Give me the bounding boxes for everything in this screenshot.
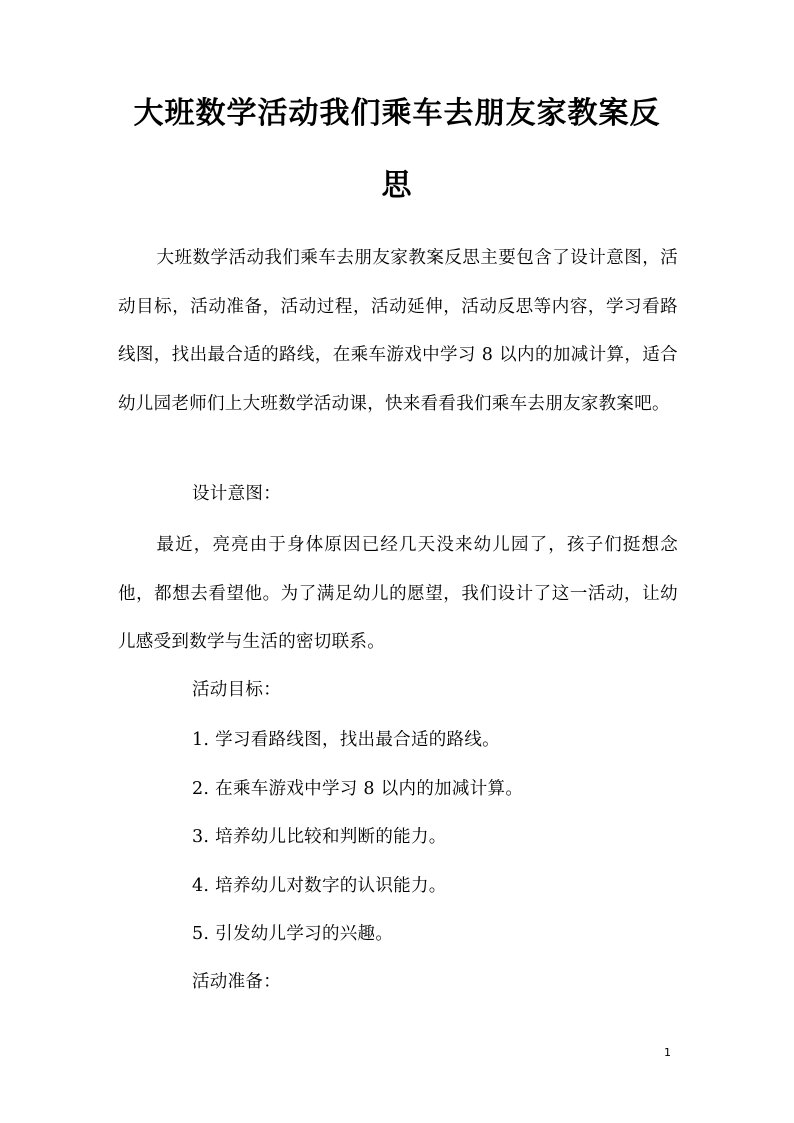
prep-heading: 活动准备：: [192, 972, 281, 992]
goal-item-4: 4. 培养幼儿对数字的认识能力。: [192, 876, 447, 896]
design-heading: 设计意图：: [192, 484, 281, 504]
design-paragraph: 最近，亮亮由于身体原因已经几天没来幼儿园了，孩子们挺想念他，都想去看望他。为了满足幼儿的愿望，我们设计了这一活动，让幼儿感受到数学与生活的密切联系。: [118, 535, 678, 652]
page-number: 1: [664, 1046, 671, 1059]
goal-item-3: 3. 培养幼儿比较和判断的能力。: [192, 827, 447, 847]
goal-item-1: 1. 学习看路线图，找出最合适的路线。: [192, 730, 500, 750]
goal-item-5: 5. 引发幼儿学习的兴趣。: [192, 924, 394, 944]
document-title-line-1: 大班数学活动我们乘车去朋友家教案反: [133, 96, 661, 131]
goal-item-2: 2. 在乘车游戏中学习 8 以内的加减计算。: [192, 779, 524, 799]
document-title-line-2: 思: [381, 168, 413, 203]
goals-heading: 活动目标：: [192, 680, 281, 700]
intro-paragraph: 大班数学活动我们乘车去朋友家教案反思主要包含了设计意图，活动目标，活动准备，活动过程，活动延伸，活动反思等内容，学习看路线图，找出最合适的路线，在乘车游戏中学习 8 以内的加减计算，适合幼儿园老师们上大班数学活动课，快来看看我们乘车去朋友家教案吧。: [118, 248, 678, 414]
